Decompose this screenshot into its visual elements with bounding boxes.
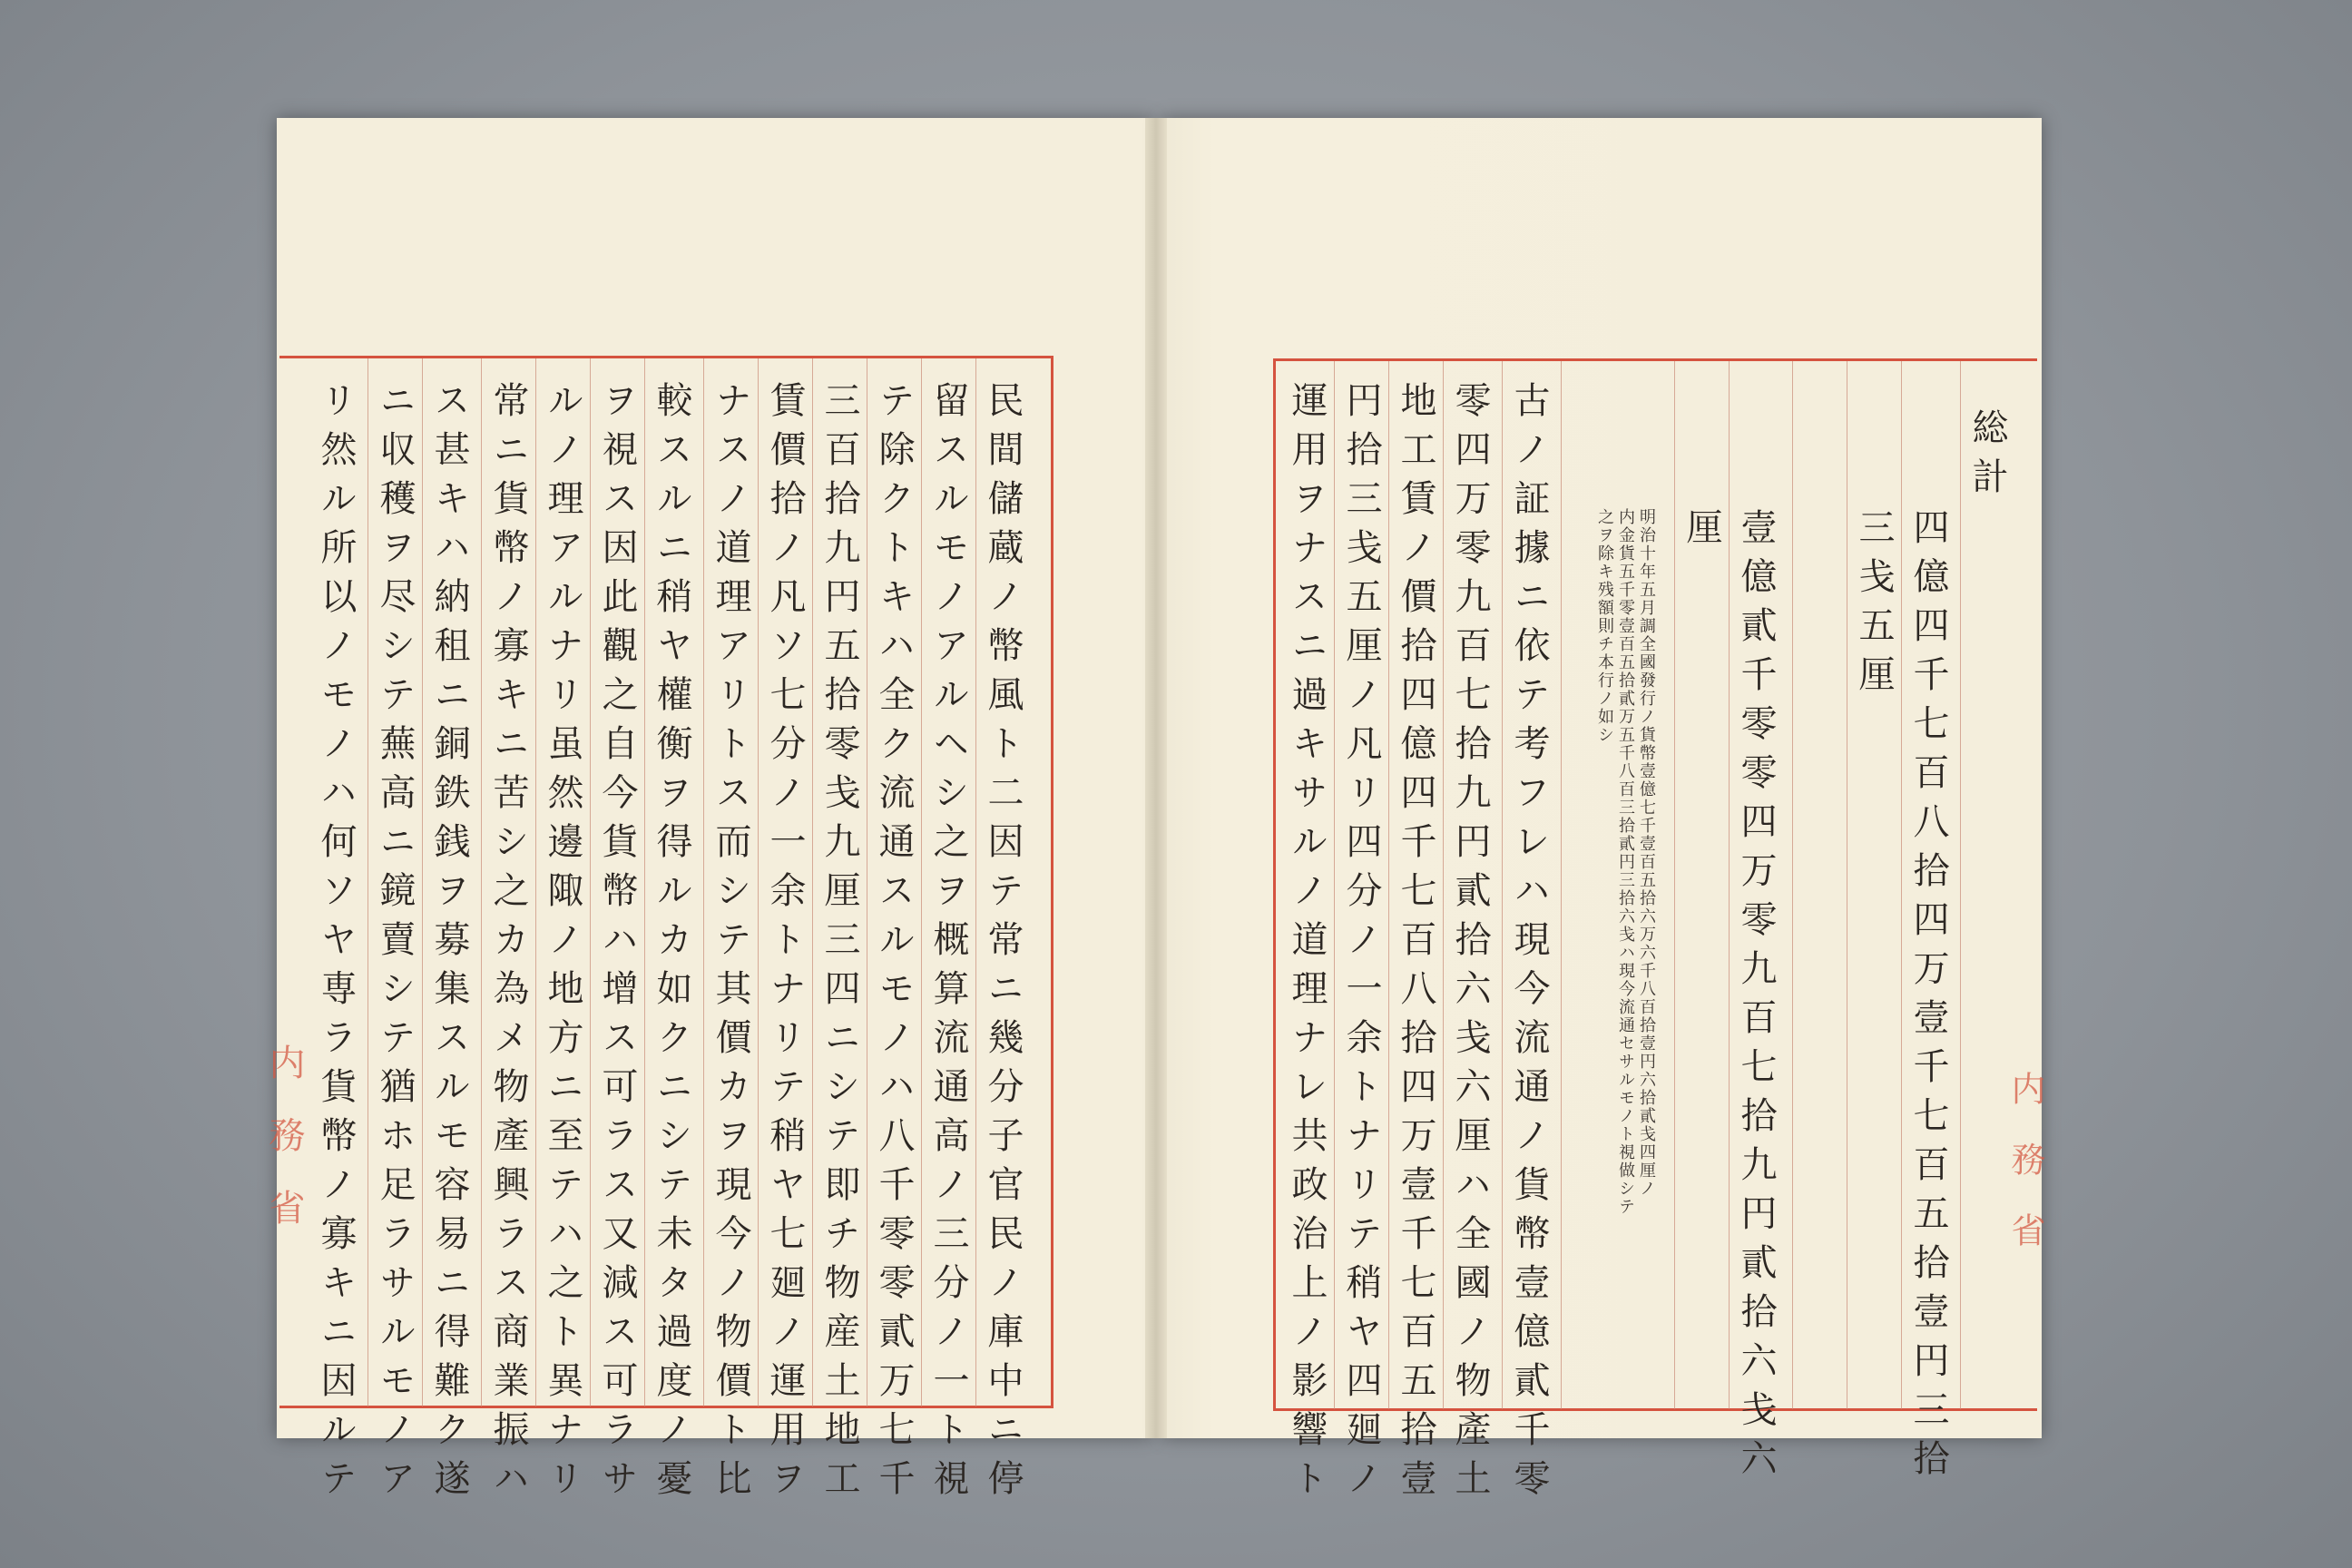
- right-note-column-3: 之ヲ除キ残額則チ本行ノ如シ: [1595, 508, 1614, 744]
- book-spine: [1145, 118, 1167, 1438]
- column-rule: [758, 358, 759, 1406]
- left-column-8: ヲ視ス因此觀之自今貨幣ハ增ス可ラス又減ス可ラサ: [596, 381, 638, 1508]
- right-column-8: 地工賃ノ價拾四億四千七百八拾四万壹千七百五拾壹: [1395, 381, 1436, 1508]
- column-rule: [1960, 361, 1961, 1409]
- column-rule: [1334, 361, 1335, 1409]
- right-column-10: 運用ヲナスニ過キサルノ道理ナレ共政治上ノ影響ト: [1286, 381, 1328, 1508]
- column-rule: [1674, 361, 1675, 1409]
- column-rule: [535, 358, 536, 1406]
- left-page-seal: 内務省: [263, 1044, 305, 1261]
- left-column-9: ルノ理アルナリ虽然邊陬ノ地方ニ至テハ之ト異ナリ: [542, 381, 583, 1508]
- right-column-4: 壹億貳千零零四万零九百七拾九円貳拾六戋六: [1735, 508, 1777, 1488]
- column-rule: [422, 358, 423, 1406]
- right-column-3: 三戋五厘: [1853, 508, 1895, 704]
- column-rule: [1443, 361, 1444, 1409]
- left-column-4: 三百拾九円五拾零戋九厘三四ニシテ即チ物産土地工: [818, 381, 860, 1508]
- column-rule: [644, 358, 645, 1406]
- right-page-seal: 内務省: [2005, 1071, 2045, 1283]
- right-column-5: 厘: [1681, 508, 1722, 557]
- left-column-12: ニ収穫ヲ尽シテ蕪高ニ鏡賣シテ猶ホ足ラサルモノア: [374, 381, 416, 1508]
- column-rule: [703, 358, 704, 1406]
- column-rule: [481, 358, 482, 1406]
- column-rule: [1502, 361, 1503, 1409]
- column-rule: [812, 358, 813, 1406]
- left-column-3: テ除クトキハ全ク流通スルモノハ八千零零貳万七千: [873, 381, 915, 1508]
- left-column-2: 留スルモノアルヘシ之ヲ概算流通高ノ三分ノ一ト視: [927, 381, 969, 1508]
- left-column-13: リ然ル所以ノモノハ何ソヤ専ラ貨幣ノ寡キニ因ルテ: [315, 381, 357, 1508]
- column-rule: [1388, 361, 1389, 1409]
- right-column-6: 古ノ証據ニ依テ考フレハ現今流通ノ貨幣壹億貳千零: [1508, 381, 1550, 1508]
- right-column-heading: 総計: [1966, 408, 2008, 506]
- left-column-5: 賃價拾ノ凡ソ七分ノ一余トナリテ稍ヤ七廻ノ運用ヲ: [764, 381, 806, 1508]
- column-rule: [1792, 361, 1793, 1409]
- right-note-column-2: 内金貨五千零壹百五拾貳万五千八百三拾貳円三拾六戋ハ現今流通セサルモノト視做シテ: [1616, 508, 1635, 1216]
- column-rule: [975, 358, 976, 1406]
- column-rule: [1561, 361, 1562, 1409]
- left-column-1: 民間儲蔵ノ幣風ト二因テ常ニ幾分子官民ノ庫中ニ停: [982, 381, 1024, 1508]
- right-column-7: 零四万零九百七拾九円貳拾六戋六厘ハ全國ノ物產土: [1449, 381, 1491, 1508]
- column-rule: [1901, 361, 1902, 1409]
- right-column-2: 四億四千七百八拾四万壹千七百五拾壹円三拾: [1907, 508, 1949, 1488]
- left-column-6: ナスノ道理アリトス而シテ其價カヲ現今ノ物價ト比: [710, 381, 751, 1508]
- left-column-11: ス甚キハ納租ニ銅鉄銭ヲ募集スルモ容易ニ得難ク遂: [428, 381, 470, 1508]
- right-note-column-1: 明治十年五月調全國發行ノ貨幣壹億七千壹百五拾六万六千八百拾壹円六拾貳戋四厘ノ: [1637, 508, 1656, 1198]
- column-rule: [921, 358, 922, 1406]
- column-rule: [590, 358, 591, 1406]
- column-rule: [1729, 361, 1730, 1409]
- right-column-9: 円拾三戋五厘ノ凡リ四分ノ一余トナリテ稍ヤ四廻ノ: [1340, 381, 1382, 1508]
- left-column-7: 較スルニ稍ヤ權衡ヲ得ルカ如クニシテ未タ過度ノ憂: [651, 381, 692, 1508]
- left-column-10: 常ニ貨幣ノ寡キニ苦シ之カ為メ物產興ラス商業振ハ: [487, 381, 529, 1508]
